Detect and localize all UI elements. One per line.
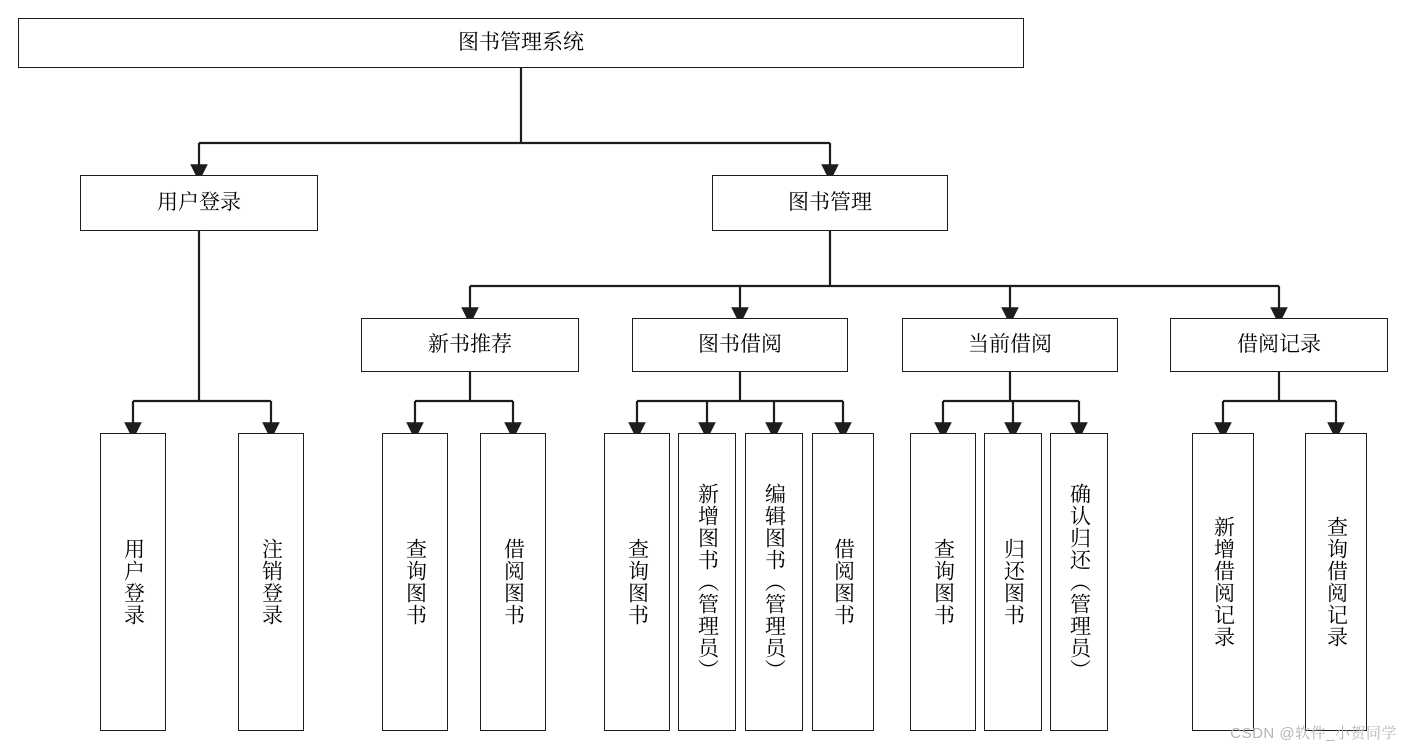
node-user-login[interactable]: 用户登录 bbox=[80, 175, 318, 231]
node-leaf-edit-book[interactable]: 编辑图书（管理员） bbox=[745, 433, 803, 731]
node-root[interactable]: 图书管理系统 bbox=[18, 18, 1024, 68]
watermark: CSDN @软件_小贺同学 bbox=[1230, 725, 1397, 742]
node-leaf-query-book-2[interactable]: 查询图书 bbox=[604, 433, 670, 731]
node-new-book-recommend[interactable]: 新书推荐 bbox=[361, 318, 579, 372]
node-book-management[interactable]: 图书管理 bbox=[712, 175, 948, 231]
node-leaf-borrow-book-2[interactable]: 借阅图书 bbox=[812, 433, 874, 731]
node-leaf-query-book-3[interactable]: 查询图书 bbox=[910, 433, 976, 731]
node-leaf-add-record[interactable]: 新增借阅记录 bbox=[1192, 433, 1254, 731]
node-leaf-user-logout[interactable]: 注销登录 bbox=[238, 433, 304, 731]
node-leaf-return-book[interactable]: 归还图书 bbox=[984, 433, 1042, 731]
node-book-borrow[interactable]: 图书借阅 bbox=[632, 318, 848, 372]
node-current-borrow[interactable]: 当前借阅 bbox=[902, 318, 1118, 372]
node-leaf-user-login[interactable]: 用户登录 bbox=[100, 433, 166, 731]
node-leaf-query-record[interactable]: 查询借阅记录 bbox=[1305, 433, 1367, 731]
node-leaf-add-book[interactable]: 新增图书（管理员） bbox=[678, 433, 736, 731]
node-leaf-borrow-book-1[interactable]: 借阅图书 bbox=[480, 433, 546, 731]
node-leaf-confirm-return[interactable]: 确认归还（管理员） bbox=[1050, 433, 1108, 731]
node-leaf-query-book-1[interactable]: 查询图书 bbox=[382, 433, 448, 731]
node-borrow-records[interactable]: 借阅记录 bbox=[1170, 318, 1388, 372]
